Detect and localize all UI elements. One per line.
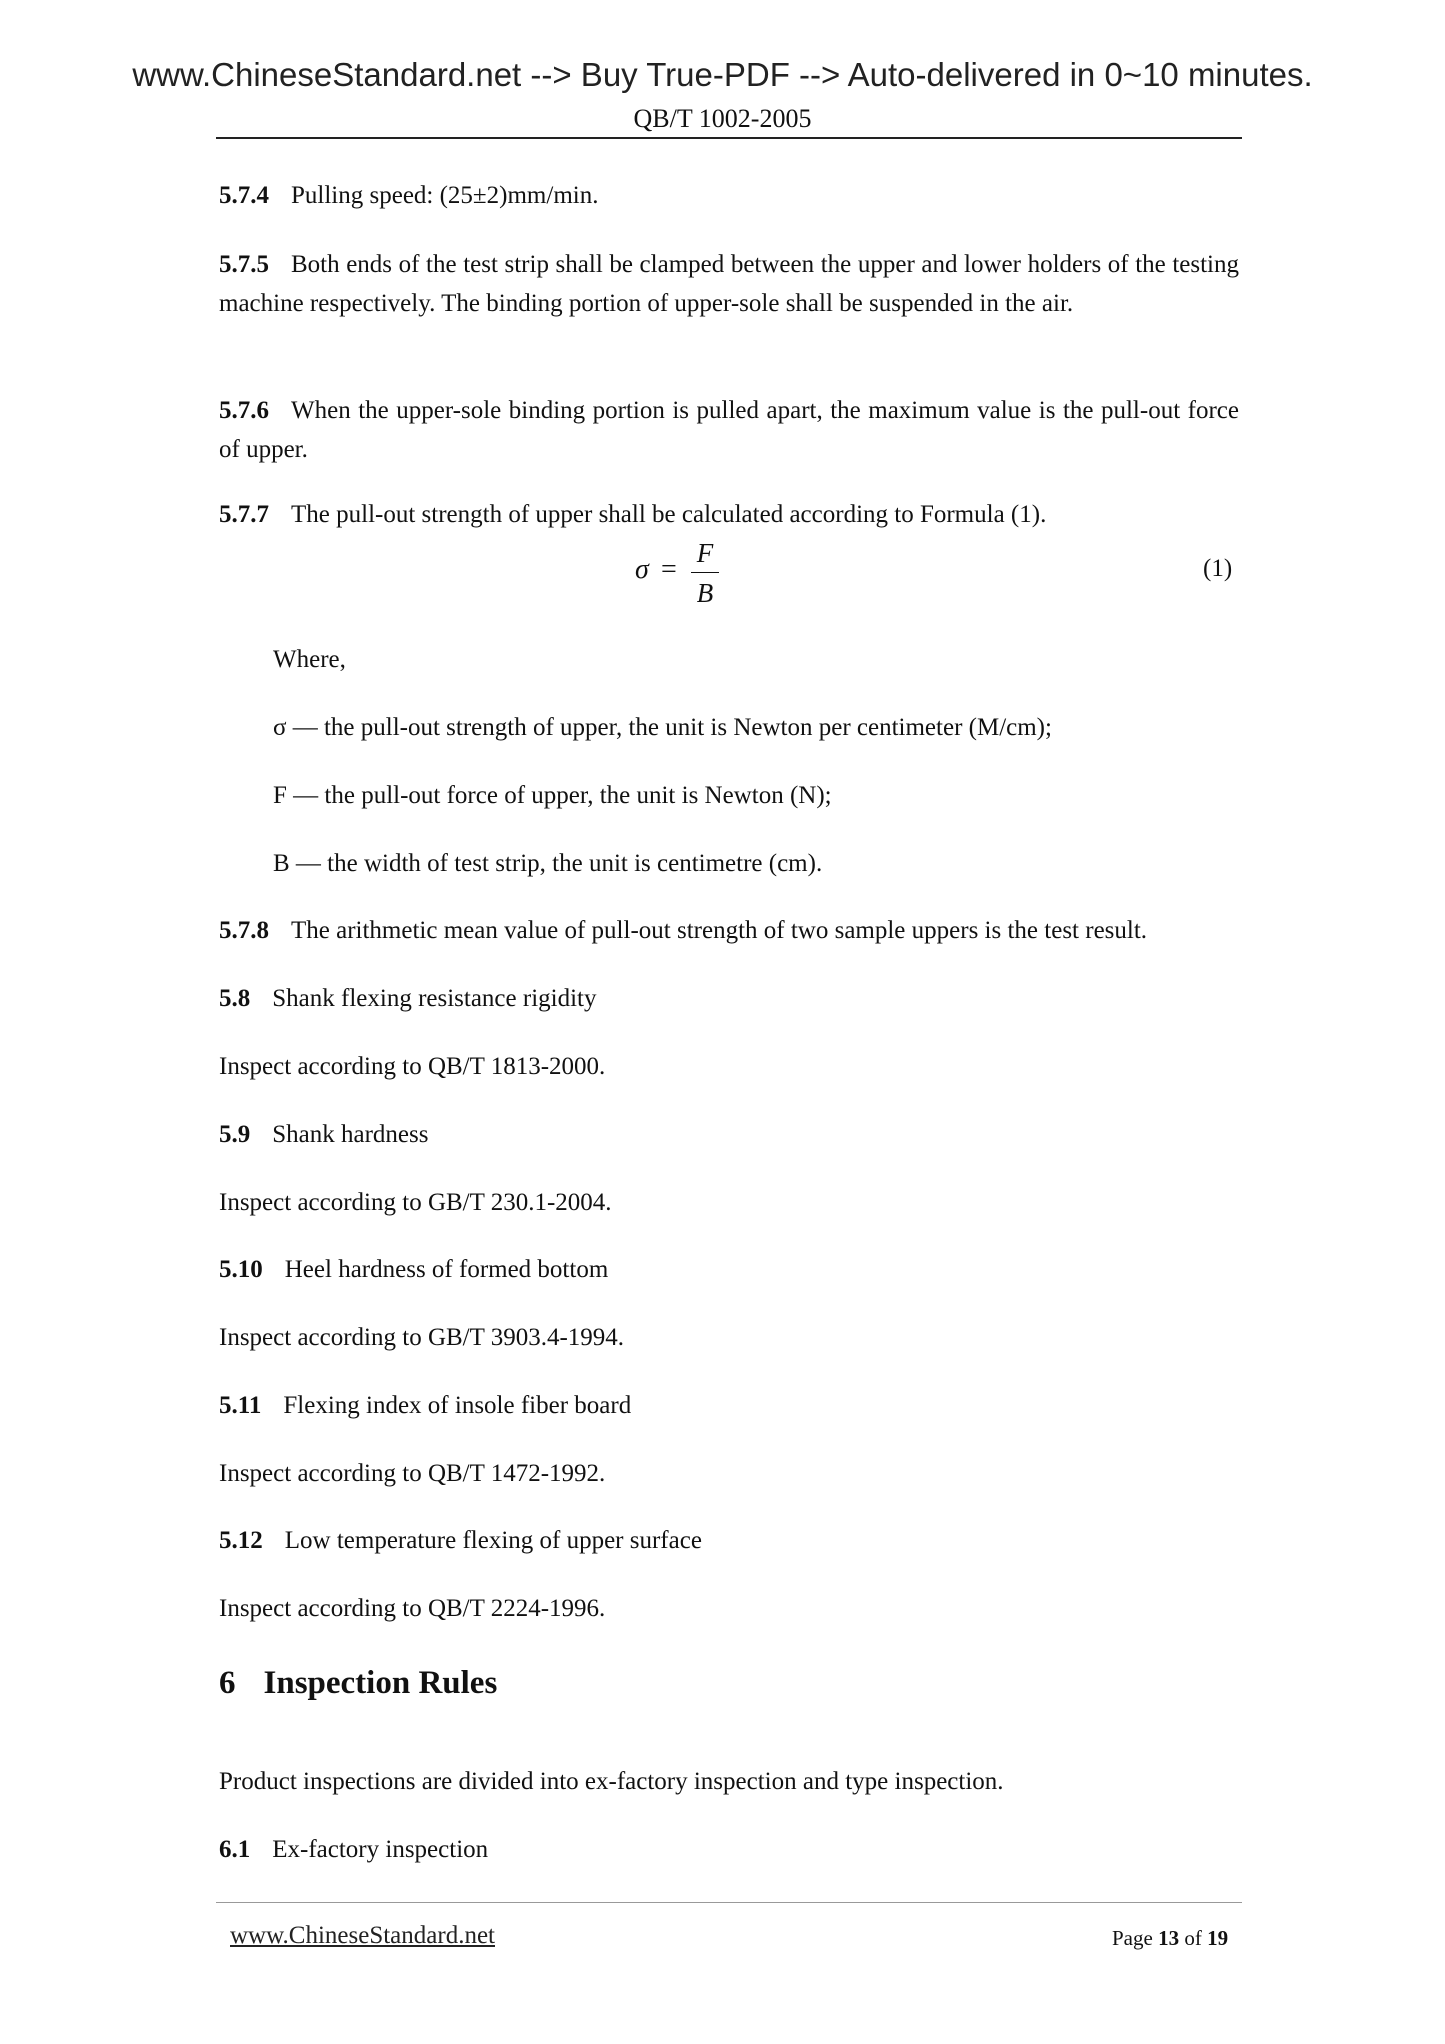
clause-number: 5.9: [219, 1121, 251, 1148]
formula-fraction-bar: [691, 572, 719, 573]
clause-5-7-4: [219, 176, 1239, 215]
clause-text: The pull-out strength of upper shall be calculated according to Formula (1).: [291, 501, 1047, 528]
clause-5-7-6: [219, 391, 1239, 469]
section-title: Inspection Rules: [263, 1665, 498, 1701]
section-6-heading: [219, 1665, 497, 1702]
clause-5-10-text: Inspect according to GB/T 3903.4-1994.: [219, 1324, 625, 1351]
clause-number: 5.10: [219, 1256, 263, 1283]
page-word: Page: [1112, 1926, 1153, 1950]
formula-equals: =: [661, 554, 677, 585]
clause-title: Flexing index of insole fiber board: [283, 1392, 632, 1419]
header-divider: [216, 137, 1242, 139]
clause-title: Shank flexing resistance rigidity: [272, 985, 597, 1012]
page-total: 19: [1207, 1926, 1229, 1950]
page-current: 13: [1158, 1926, 1180, 1950]
clause-number: 5.11: [219, 1392, 262, 1419]
clause-5-7-7: [219, 495, 1239, 534]
clause-number: 5.8: [219, 985, 251, 1012]
clause-title: Ex-factory inspection: [272, 1836, 489, 1863]
clause-text: Pulling speed: (25±2)mm/min.: [291, 182, 599, 209]
clause-number: 5.12: [219, 1527, 263, 1554]
formula-number: (1): [1203, 555, 1233, 582]
page-of: of: [1184, 1926, 1202, 1950]
header-banner: www.ChineseStandard.net --> Buy True-PDF --> Auto-delivered in 0~10 minutes.: [132, 56, 1313, 93]
standard-code: QB/T 1002-2005: [633, 104, 812, 133]
clause-number: 5.7.5: [219, 251, 269, 278]
definition-f: F — the pull-out force of upper, the unit is Newton (N);: [273, 782, 832, 809]
clause-5-12-text: Inspect according to QB/T 2224-1996.: [219, 1595, 606, 1622]
clause-number: 5.7.6: [219, 397, 269, 424]
section-6-intro: Product inspections are divided into ex-factory inspection and type inspection.: [219, 1768, 1004, 1795]
clause-5-10-title: [219, 1250, 1239, 1289]
clause-number: 5.7.4: [219, 182, 269, 209]
clause-5-7-5: [219, 245, 1239, 323]
clause-text: Both ends of the test strip shall be clamped between the upper and lower holders of the testing machine respectively. The binding portion of upper-sole shall be suspended in the air.: [219, 251, 1239, 317]
clause-number: 5.7.8: [219, 917, 269, 944]
where-label: Where,: [273, 646, 346, 673]
clause-5-9-text: Inspect according to GB/T 230.1-2004.: [219, 1189, 612, 1216]
definition-sigma: σ — the pull-out strength of upper, the unit is Newton per centimeter (M/cm);: [273, 714, 1052, 741]
clause-5-11-title: [219, 1386, 1239, 1425]
formula-denominator: B: [696, 578, 714, 608]
section-number: 6: [219, 1665, 236, 1701]
clause-text: The arithmetic mean value of pull-out strength of two sample uppers is the test result.: [291, 917, 1148, 944]
clause-number: 5.7.7: [219, 501, 269, 528]
clause-title: Heel hardness of formed bottom: [284, 1256, 609, 1283]
formula-1: [635, 536, 755, 606]
clause-title: Shank hardness: [272, 1121, 429, 1148]
formula-lhs: σ: [635, 554, 649, 585]
clause-text: When the upper-sole binding portion is pulled apart, the maximum value is the pull-out force of upper.: [219, 397, 1239, 463]
footer-divider: [216, 1902, 1242, 1903]
formula-numerator: F: [696, 538, 714, 568]
page-indicator: [1112, 1926, 1228, 1951]
clause-5-9-title: [219, 1115, 1239, 1154]
footer-website-link[interactable]: www.ChineseStandard.net: [230, 1922, 495, 1949]
definition-b: B — the width of test strip, the unit is centimetre (cm).: [273, 850, 823, 877]
clause-number: 6.1: [219, 1836, 251, 1863]
clause-5-11-text: Inspect according to QB/T 1472-1992.: [219, 1460, 606, 1487]
clause-title: Low temperature flexing of upper surface: [284, 1527, 702, 1554]
clause-6-1-title: [219, 1830, 1239, 1869]
clause-5-7-8: [219, 911, 1239, 950]
clause-5-8-text: Inspect according to QB/T 1813-2000.: [219, 1053, 606, 1080]
clause-5-8-title: [219, 979, 1239, 1018]
clause-5-12-title: [219, 1521, 1239, 1560]
